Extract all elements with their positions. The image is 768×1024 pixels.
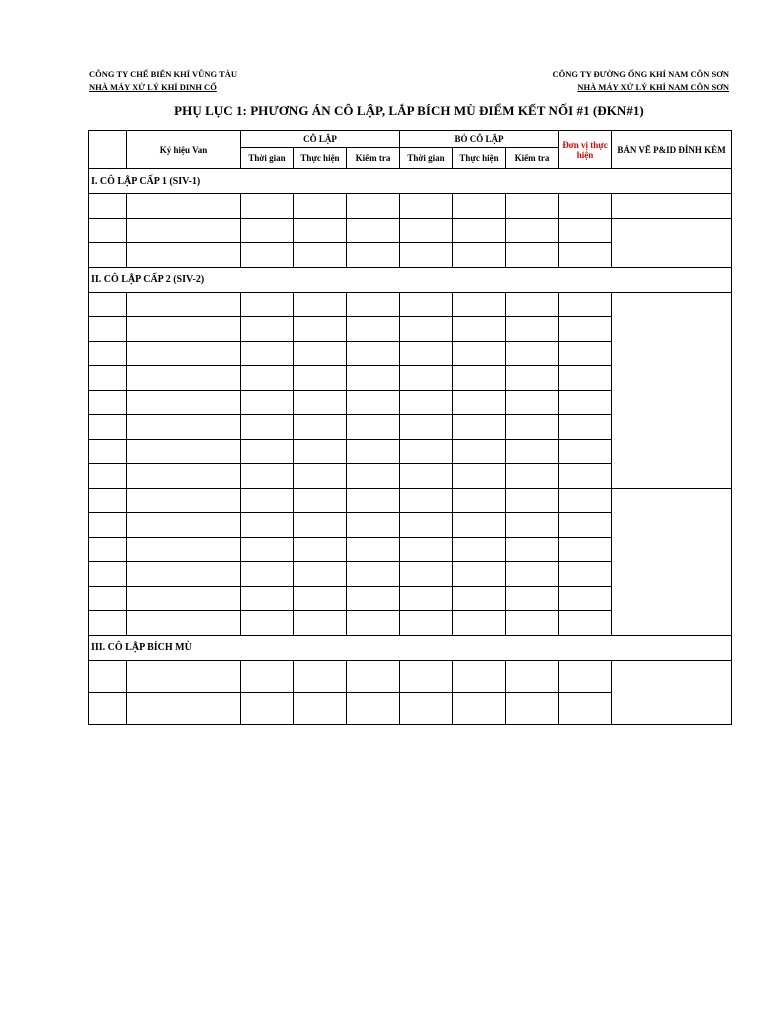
valve-symbol-cell[interactable] [127,194,241,219]
performing-unit-cell[interactable] [559,660,612,692]
deisolate-perform-cell[interactable] [453,366,506,391]
isolate-perform-cell[interactable] [294,586,347,611]
deisolate-time-cell[interactable] [400,390,453,415]
table-row [89,292,732,317]
header-isolate-group: CÔ LẬP [241,131,400,148]
index-cell[interactable] [89,317,127,342]
isolate-time-cell[interactable] [241,562,294,587]
section-row [89,635,732,660]
isolate-perform-cell[interactable] [294,341,347,366]
performing-unit-cell[interactable] [559,611,612,636]
deisolate-perform-cell[interactable] [453,611,506,636]
deisolate-perform-cell[interactable] [453,439,506,464]
deisolate-time-cell[interactable] [400,317,453,342]
performing-unit-cell[interactable] [559,194,612,219]
isolate-perform-cell[interactable] [294,488,347,513]
isolation-table [88,130,732,725]
valve-symbol-cell[interactable] [127,692,241,724]
deisolate-perform-cell[interactable] [453,415,506,440]
isolate-time-cell[interactable] [241,692,294,724]
deisolate-time-cell[interactable] [400,488,453,513]
right-plant-name: NHÀ MÁY XỬ LÝ KHÍ NAM CÔN SƠN [577,82,729,92]
deisolate-perform-cell[interactable] [453,292,506,317]
valve-symbol-cell[interactable] [127,464,241,489]
pid-drawing-cell[interactable] [612,660,732,724]
deisolate-check-cell[interactable] [506,660,559,692]
index-cell[interactable] [89,415,127,440]
performing-unit-cell[interactable] [559,439,612,464]
valve-symbol-cell[interactable] [127,292,241,317]
deisolate-perform-cell[interactable] [453,341,506,366]
index-cell[interactable] [89,611,127,636]
valve-symbol-cell[interactable] [127,513,241,538]
isolate-perform-cell[interactable] [294,415,347,440]
index-cell[interactable] [89,341,127,366]
table-row [89,218,732,243]
valve-symbol-cell[interactable] [127,537,241,562]
isolate-time-cell[interactable] [241,439,294,464]
deisolate-time-cell[interactable] [400,513,453,538]
valve-symbol-cell[interactable] [127,243,241,268]
isolate-check-cell[interactable] [347,292,400,317]
deisolate-check-cell[interactable] [506,611,559,636]
deisolate-time-cell[interactable] [400,586,453,611]
index-cell[interactable] [89,513,127,538]
isolate-check-cell[interactable] [347,692,400,724]
isolate-time-cell[interactable] [241,586,294,611]
valve-symbol-cell[interactable] [127,586,241,611]
deisolate-check-cell[interactable] [506,243,559,268]
isolate-check-cell[interactable] [347,562,400,587]
index-cell[interactable] [89,390,127,415]
isolate-perform-cell[interactable] [294,218,347,243]
isolate-perform-cell[interactable] [294,611,347,636]
index-cell[interactable] [89,439,127,464]
valve-symbol-cell[interactable] [127,218,241,243]
performing-unit-cell[interactable] [559,243,612,268]
performing-unit-cell[interactable] [559,488,612,513]
deisolate-check-cell[interactable] [506,292,559,317]
deisolate-check-cell[interactable] [506,513,559,538]
deisolate-perform-cell[interactable] [453,317,506,342]
deisolate-check-cell[interactable] [506,464,559,489]
isolate-check-cell[interactable] [347,390,400,415]
isolate-check-cell[interactable] [347,194,400,219]
deisolate-check-cell[interactable] [506,341,559,366]
isolate-check-cell[interactable] [347,611,400,636]
deisolate-time-cell[interactable] [400,415,453,440]
valve-symbol-cell[interactable] [127,390,241,415]
header-deisolate-group: BỎ CÔ LẬP [400,131,559,148]
isolate-perform-cell[interactable] [294,390,347,415]
section-label: III. CÔ LẬP BÍCH MÙ [89,635,732,660]
performing-unit-cell[interactable] [559,292,612,317]
table-row [89,194,732,219]
left-company-header [89,68,237,94]
deisolate-check-cell[interactable] [506,488,559,513]
deisolate-time-cell[interactable] [400,562,453,587]
deisolate-perform-cell[interactable] [453,537,506,562]
valve-symbol-cell[interactable] [127,439,241,464]
isolate-check-cell[interactable] [347,218,400,243]
deisolate-check-cell[interactable] [506,692,559,724]
deisolate-time-cell[interactable] [400,218,453,243]
section-label: I. CÔ LẬP CẤP 1 (SIV-1) [89,169,732,194]
performing-unit-cell[interactable] [559,415,612,440]
header-performing-unit: Đơn vị thực hiện [559,131,612,169]
deisolate-perform-cell[interactable] [453,692,506,724]
valve-symbol-cell[interactable] [127,611,241,636]
isolate-check-cell[interactable] [347,586,400,611]
index-cell[interactable] [89,692,127,724]
isolate-perform-cell[interactable] [294,562,347,587]
deisolate-check-cell[interactable] [506,562,559,587]
section-label: II. CÔ LẬP CẤP 2 (SIV-2) [89,267,732,292]
isolate-perform-cell[interactable] [294,660,347,692]
isolate-time-cell[interactable] [241,660,294,692]
deisolate-perform-cell[interactable] [453,488,506,513]
isolate-check-cell[interactable] [347,439,400,464]
pid-drawing-cell[interactable] [612,218,732,267]
deisolate-time-cell[interactable] [400,292,453,317]
isolate-time-cell[interactable] [241,218,294,243]
deisolate-check-cell[interactable] [506,366,559,391]
deisolate-time-cell[interactable] [400,464,453,489]
deisolate-perform-cell[interactable] [453,660,506,692]
isolate-time-cell[interactable] [241,292,294,317]
deisolate-check-cell[interactable] [506,415,559,440]
isolate-perform-cell[interactable] [294,513,347,538]
pid-drawing-cell[interactable] [612,488,732,635]
pid-drawing-cell[interactable] [612,292,732,488]
deisolate-perform-cell[interactable] [453,390,506,415]
isolate-time-cell[interactable] [241,194,294,219]
index-cell[interactable] [89,660,127,692]
isolate-check-cell[interactable] [347,537,400,562]
deisolate-time-cell[interactable] [400,537,453,562]
deisolate-time-cell[interactable] [400,611,453,636]
header-pid-drawing: BẢN VẼ P&ID ĐÍNH KÈM [612,131,732,169]
isolate-perform-cell[interactable] [294,292,347,317]
isolate-perform-cell[interactable] [294,692,347,724]
isolate-time-cell[interactable] [241,513,294,538]
performing-unit-cell[interactable] [559,586,612,611]
header-isolate-check: Kiểm tra [347,148,400,169]
deisolate-perform-cell[interactable] [453,513,506,538]
deisolate-perform-cell[interactable] [453,586,506,611]
isolate-perform-cell[interactable] [294,194,347,219]
isolate-time-cell[interactable] [241,390,294,415]
isolate-perform-cell[interactable] [294,317,347,342]
isolate-time-cell[interactable] [241,415,294,440]
isolate-time-cell[interactable] [241,464,294,489]
isolate-check-cell[interactable] [347,464,400,489]
performing-unit-cell[interactable] [559,692,612,724]
performing-unit-cell[interactable] [559,464,612,489]
index-cell[interactable] [89,366,127,391]
isolate-time-cell[interactable] [241,341,294,366]
valve-symbol-cell[interactable] [127,341,241,366]
isolate-perform-cell[interactable] [294,366,347,391]
performing-unit-cell[interactable] [559,390,612,415]
isolate-check-cell[interactable] [347,317,400,342]
deisolate-time-cell[interactable] [400,341,453,366]
valve-symbol-cell[interactable] [127,488,241,513]
index-cell[interactable] [89,292,127,317]
valve-symbol-cell[interactable] [127,366,241,391]
deisolate-perform-cell[interactable] [453,243,506,268]
isolate-check-cell[interactable] [347,243,400,268]
performing-unit-cell[interactable] [559,317,612,342]
deisolate-time-cell[interactable] [400,439,453,464]
deisolate-time-cell[interactable] [400,660,453,692]
deisolate-perform-cell[interactable] [453,562,506,587]
deisolate-check-cell[interactable] [506,390,559,415]
deisolate-time-cell[interactable] [400,366,453,391]
valve-symbol-cell[interactable] [127,415,241,440]
isolate-check-cell[interactable] [347,341,400,366]
deisolate-check-cell[interactable] [506,194,559,219]
valve-symbol-cell[interactable] [127,562,241,587]
header-deisolate-time: Thời gian [400,148,453,169]
performing-unit-cell[interactable] [559,562,612,587]
index-cell[interactable] [89,488,127,513]
deisolate-perform-cell[interactable] [453,218,506,243]
header-deisolate-perform: Thực hiện [453,148,506,169]
performing-unit-cell[interactable] [559,341,612,366]
left-plant-name: NHÀ MÁY XỬ LÝ KHÍ DINH CỐ [89,82,217,92]
header-isolate-perform: Thực hiện [294,148,347,169]
index-cell[interactable] [89,194,127,219]
index-cell[interactable] [89,218,127,243]
deisolate-perform-cell[interactable] [453,194,506,219]
left-company-name: CÔNG TY CHẾ BIẾN KHÍ VŨNG TÀU [89,69,237,79]
isolate-time-cell[interactable] [241,317,294,342]
header-isolate-time: Thời gian [241,148,294,169]
deisolate-time-cell[interactable] [400,243,453,268]
valve-symbol-cell[interactable] [127,317,241,342]
isolate-time-cell[interactable] [241,243,294,268]
performing-unit-cell[interactable] [559,366,612,391]
right-company-name: CÔNG TY ĐƯỜNG ỐNG KHÍ NAM CÔN SƠN [552,69,729,79]
table-header-row [89,131,732,148]
isolate-time-cell[interactable] [241,366,294,391]
isolate-perform-cell[interactable] [294,243,347,268]
section-row [89,169,732,194]
index-cell[interactable] [89,537,127,562]
document-title: PHỤ LỤC 1: PHƯƠNG ÁN CÔ LẬP, LẮP BÍCH MÙ ĐIỂM KẾT NỐI #1 (ĐKN#1) [174,103,644,118]
table-row [89,660,732,692]
isolate-time-cell[interactable] [241,611,294,636]
index-cell[interactable] [89,243,127,268]
isolate-check-cell[interactable] [347,366,400,391]
deisolate-check-cell[interactable] [506,439,559,464]
header-deisolate-check: Kiểm tra [506,148,559,169]
isolate-time-cell[interactable] [241,488,294,513]
right-company-header [552,68,729,94]
deisolate-check-cell[interactable] [506,537,559,562]
performing-unit-cell[interactable] [559,537,612,562]
isolate-check-cell[interactable] [347,660,400,692]
isolate-check-cell[interactable] [347,513,400,538]
index-cell[interactable] [89,562,127,587]
isolate-perform-cell[interactable] [294,439,347,464]
valve-symbol-cell[interactable] [127,660,241,692]
performing-unit-cell[interactable] [559,513,612,538]
deisolate-check-cell[interactable] [506,218,559,243]
isolate-time-cell[interactable] [241,537,294,562]
table-row [89,488,732,513]
deisolate-check-cell[interactable] [506,317,559,342]
section-row [89,267,732,292]
index-cell[interactable] [89,464,127,489]
isolate-check-cell[interactable] [347,488,400,513]
header-valve-symbol: Ký hiệu Van [127,131,241,169]
deisolate-time-cell[interactable] [400,194,453,219]
deisolate-check-cell[interactable] [506,586,559,611]
isolate-perform-cell[interactable] [294,537,347,562]
isolate-perform-cell[interactable] [294,464,347,489]
pid-drawing-cell[interactable] [612,194,732,219]
performing-unit-cell[interactable] [559,218,612,243]
deisolate-time-cell[interactable] [400,692,453,724]
isolate-check-cell[interactable] [347,415,400,440]
deisolate-perform-cell[interactable] [453,464,506,489]
index-cell[interactable] [89,586,127,611]
header-index-cell [89,131,127,169]
